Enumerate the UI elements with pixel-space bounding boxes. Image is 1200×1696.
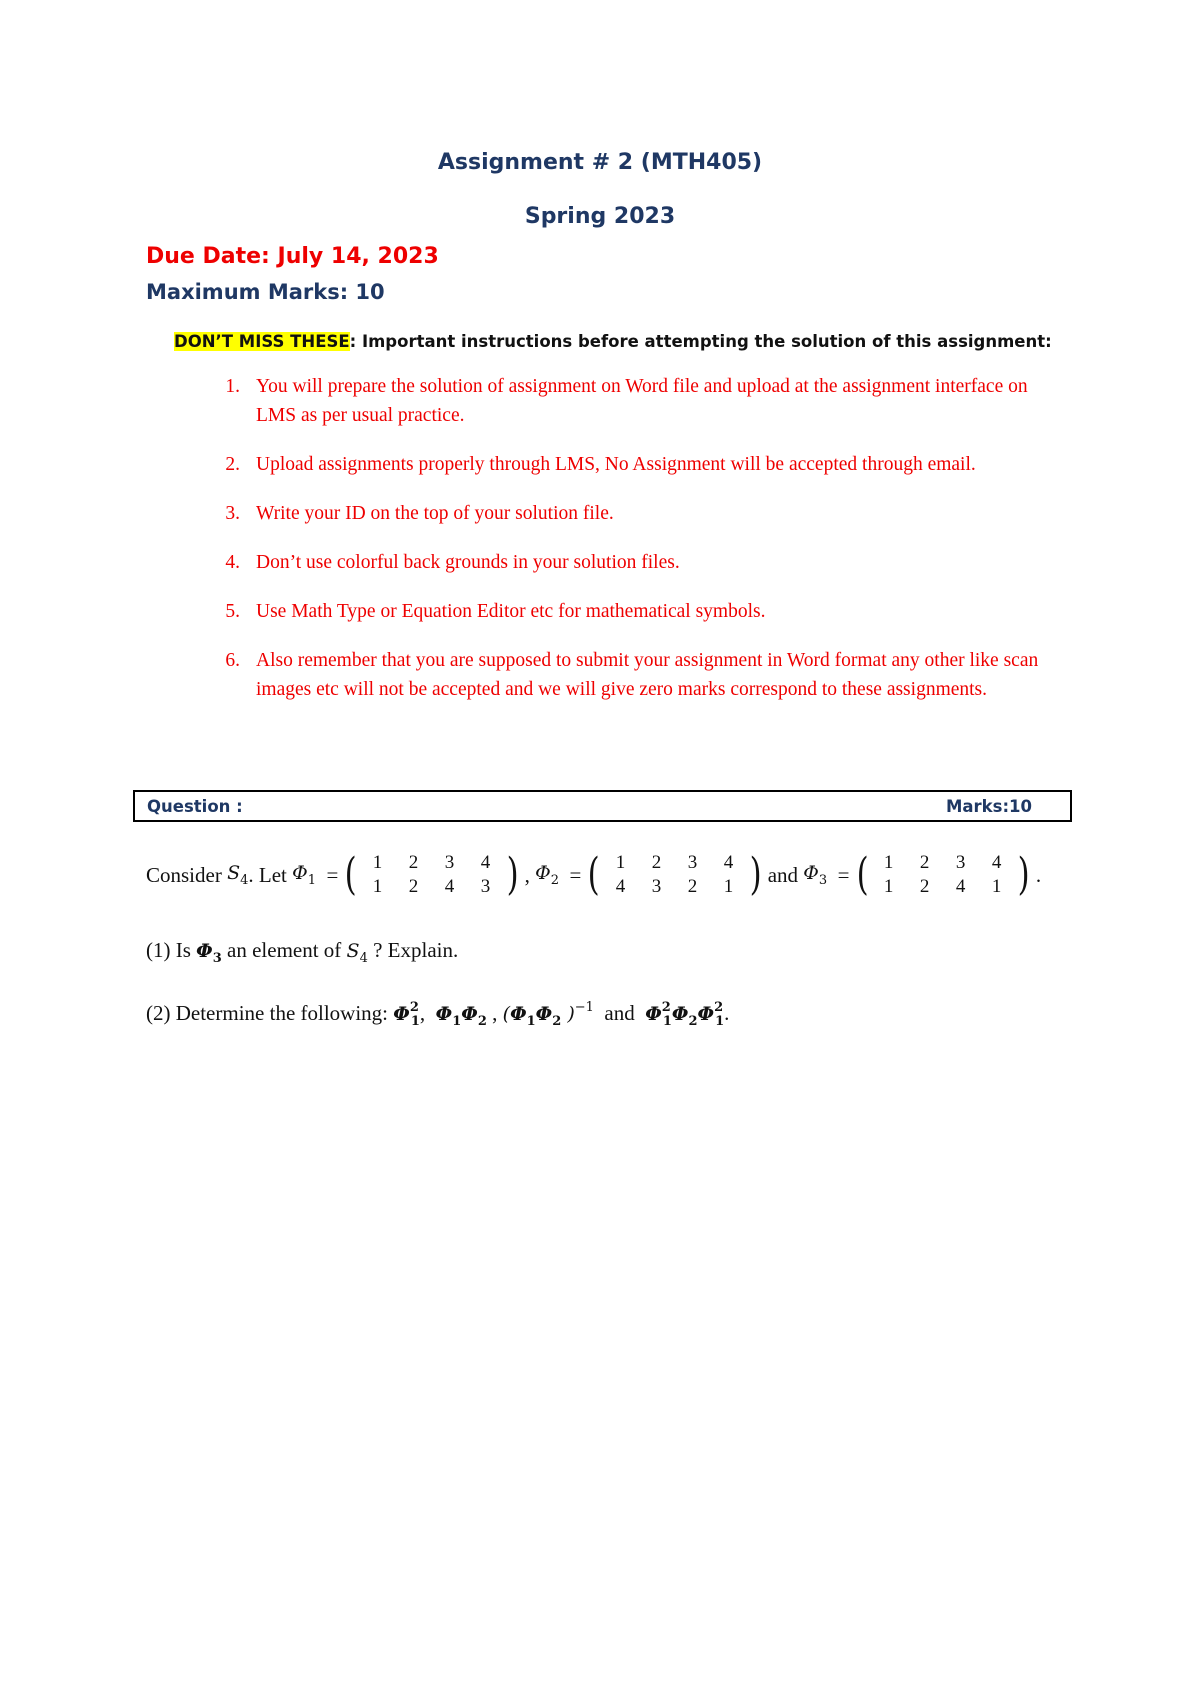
instructions-heading [174, 332, 1052, 351]
and-text: and [767, 862, 799, 887]
group-symbol: $S_4$ [227, 862, 249, 888]
permutation-phi1: ( 1 2 3 4 1 2 4 3 ) [344, 849, 519, 900]
permutation-phi2: ( 1 2 3 4 4 3 2 1 ) [587, 849, 762, 900]
question-label: Question : [147, 797, 243, 816]
item-text: Also remember that you are supposed to submit your assignment in Word format any other like scan images etc will not be accepted and we will give zero marks correspond to these assignments. [256, 650, 1039, 700]
question-part-2: (2) Determine the following: $\Phi^2_1$, $\Phi_1\Phi_2$ , ($\Phi_1\Phi_2$ )$^{-1}$ and $\Phi^2_1\Phi_2\Phi^2_1$. [146, 1000, 730, 1029]
item-number: 3. [225, 503, 240, 524]
phi3-symbol: $\Phi_3$ [803, 862, 828, 888]
item-text: Write your ID on the top of your solution file. [256, 503, 614, 524]
group-symbol: $S_4$ [346, 940, 368, 966]
list-item [220, 372, 1070, 430]
equals-sign: = [837, 862, 850, 887]
permutation-phi3: ( 1 2 3 4 1 2 4 1 ) [856, 849, 1030, 900]
list-item [220, 499, 1070, 528]
item-text: Upload assignments properly through LMS, No Assignment will be accepted through email. [256, 454, 976, 475]
period: . [1035, 862, 1042, 887]
item-text: Don’t use colorful back grounds in your solution files. [256, 552, 680, 573]
equals-sign: = [326, 862, 339, 887]
item-text: Use Math Type or Equation Editor etc for mathematical symbols. [256, 601, 766, 622]
and-text: and [604, 1001, 635, 1025]
comma: , [524, 862, 530, 887]
dont-miss-highlight: DON’T MISS THESE [174, 332, 350, 351]
maximum-marks: Maximum Marks: 10 [146, 280, 385, 304]
question-header-box [133, 790, 1072, 822]
question-part-1 [146, 938, 458, 966]
item-number: 2. [225, 454, 240, 475]
part1-suffix: ? Explain. [373, 938, 459, 962]
phi3-symbol: $\Phi_3$ [196, 940, 222, 966]
instructions-heading-text: Important instructions before attempting the solution of this assignment: [356, 332, 1052, 351]
term-label: Spring 2023 [524, 204, 676, 229]
list-item [220, 597, 1070, 626]
item-number: 4. [225, 552, 240, 573]
item-text: You will prepare the solution of assignment on Word file and upload at the assignment interface on LMS as per usual practice. [256, 376, 1028, 426]
phi1-phi2: $\Phi_1\Phi_2$ [435, 1003, 487, 1029]
item-number: 1. [225, 376, 240, 397]
due-date: Due Date: July 14, 2023 [146, 244, 439, 269]
phi2-symbol: $\Phi_2$ [535, 862, 560, 888]
equals-sign: = [569, 862, 582, 887]
part2-prefix: (2) Determine the following: [146, 1001, 389, 1025]
part1-middle: an element of [227, 938, 342, 962]
list-item [220, 450, 1070, 479]
question-statement [146, 849, 1042, 900]
phi1sq-phi2-phi1sq: $\Phi^2_1\Phi_2\Phi^2_1$ [645, 1000, 725, 1029]
list-item [220, 548, 1070, 577]
warning-colon: : [349, 332, 357, 351]
let-text: . Let [248, 862, 287, 887]
part1-prefix: (1) Is [146, 938, 191, 962]
assignment-title: Assignment # 2 (MTH405) [437, 150, 763, 175]
phi1-phi2-inverse: ($\Phi_1\Phi_2$ )$^{-1}$ [502, 1000, 594, 1029]
phi1-symbol: $\Phi_1$ [292, 862, 316, 888]
phi1-squared: $\Phi^2_1$ [393, 1000, 420, 1029]
instructions-list [220, 372, 1070, 724]
item-number: 5. [225, 601, 240, 622]
list-item [220, 646, 1070, 704]
consider-text: Consider [146, 862, 222, 887]
item-number: 6. [225, 650, 240, 671]
marks-label: Marks:10 [945, 797, 1032, 816]
